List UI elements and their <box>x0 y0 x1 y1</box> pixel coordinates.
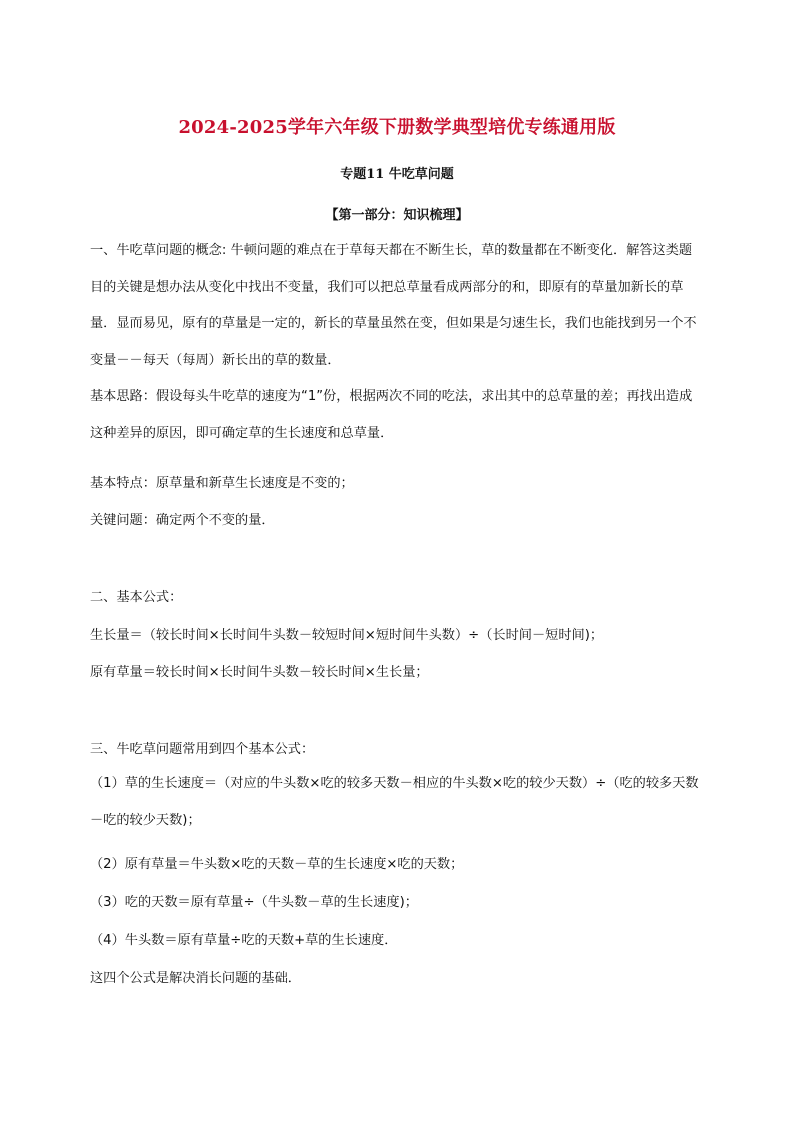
formula-item-1: （1）草的生长速度＝（对应的牛头数×吃的较多天数－相应的牛头数×吃的较少天数）÷（吃的较多天数－吃的较少天数)； <box>90 776 699 828</box>
part-heading: 【第一部分：知识梳理】 <box>325 208 469 223</box>
formula-section-heading: 二、基本公式： <box>90 590 183 605</box>
concept-paragraph: 一、牛吃草问题的概念: 牛顿问题的难点在于草每天都在不断生长，草的数量都在不断变化．解答这类题目的关键是想办法从变化中找出不变量，我们可以把总草量看成两部分的和，即原有的草量加新长的草量．显而易见，原有的草量是一定的，新长的草量虽然在变，但如果是匀速生长，我们也能找到另一个不变量－－每天（每周）新长出的草的数量． <box>90 243 697 368</box>
formula-item-3: （3）吃的天数＝原有草量÷（牛头数－草的生长速度)； <box>90 895 418 910</box>
four-formulas-heading: 三、牛吃草问题常用到四个基本公式： <box>90 742 315 757</box>
growth-formula-line: 生长量＝（较长时间×长时间牛头数－较短时间×短时间牛头数）÷（长时间－短时间)； <box>90 628 604 643</box>
closing-line: 这四个公式是解决消长问题的基础． <box>90 971 301 986</box>
basic-feature-line: 基本特点：原草量和新草生长速度是不变的； <box>90 476 354 491</box>
original-grass-formula-line: 原有草量＝较长时间×长时间牛头数－较长时间×生长量； <box>90 665 429 680</box>
basic-idea-paragraph: 基本思路：假设每头牛吃草的速度为“1”份，根据两次不同的吃法，求出其中的总草量的差；再找出造成这种差异的原因，即可确定草的生长速度和总草量． <box>90 389 693 441</box>
document-title: 2024-2025学年六年级下册数学典型培优专练通用版 <box>178 117 616 138</box>
formula-item-4: （4）牛头数＝原有草量÷吃的天数+草的生长速度． <box>90 933 398 948</box>
formula-item-2: （2）原有草量＝牛头数×吃的天数－草的生长速度×吃的天数； <box>90 857 464 872</box>
key-question-line: 关键问题：确定两个不变的量． <box>90 513 275 528</box>
topic-subtitle: 专题11 牛吃草问题 <box>340 167 454 182</box>
